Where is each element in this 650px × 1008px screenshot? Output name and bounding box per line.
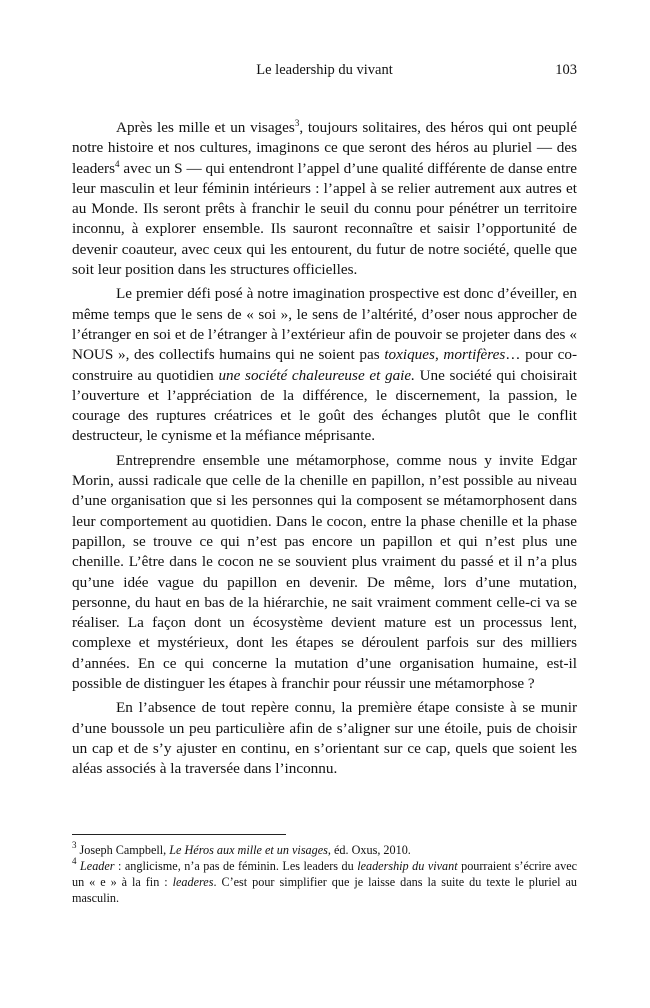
p2-text-c: … pour co-construire au quotidien (72, 346, 578, 384)
footnote-4-text-b: pourraient s’écrire avec un « e » à la fin : (72, 859, 578, 889)
footnote-3-text-a: Joseph Campbell, (76, 843, 170, 857)
footnote-ref-4[interactable]: 4 (115, 158, 120, 169)
footnote-4-text-a: : anglicisme, n’a pas de féminin. Les leaders du (114, 859, 358, 873)
running-header (72, 62, 577, 82)
p2-italic-mortiferes: mortifères (443, 346, 506, 364)
p1-text-b: , toujours solitaires, des héros qui ont peuplé notre histoire et nos cultures, imaginons ce que seront des héros au pluriel — des leaders (72, 119, 577, 177)
p2-italic-toxiques: toxiques (384, 346, 435, 364)
footnote-3-book-title: Le Héros aux mille et un visages, (169, 843, 331, 857)
footnote-4 (72, 858, 577, 906)
p2-italic-societe: une société chaleureuse et gaie. (218, 366, 415, 384)
footnote-4-text-c: . C’est pour simplifier que je laisse dans la suite du texte le pluriel au masculin. (72, 875, 578, 905)
footnote-4-leaderes: leaderes (172, 875, 214, 889)
footnote-ref-3[interactable]: 3 (294, 118, 300, 128)
footnote-3-text-b: éd. Oxus, 2010. (330, 843, 411, 857)
p2-text-a: Le premier défi posé à notre imagination prospective est donc d’éveiller, en même temps que le sens de « soi », le sens de l’altérité, d’oser nous approcher de l’étranger en soi et de l’étranger à l’extérieur afin de pouvoir se projeter dans des « NOUS », des collectifs humains qui ne soient pas (72, 285, 577, 364)
main-text (72, 118, 577, 784)
running-title: Le leadership du vivant (256, 62, 393, 78)
page-number: 103 (555, 62, 577, 78)
footnote-4-number: 4 (72, 856, 77, 866)
footnote-3-number: 3 (72, 840, 77, 850)
p1-text-a: Après les mille et un visages (116, 119, 295, 136)
paragraph-4: En l’absence de tout repère connu, la première étape consiste à se munir d’une boussole un peu particulière afin de s’aligner sur une étoile, puis de choisir un cap et de s’y ajuster en continu, en s’orientant sur ce cap, quels que soient les aléas associés à la traversée dans l’inconnu. (72, 699, 577, 778)
paragraph-2 (72, 284, 577, 446)
footnotes (72, 842, 577, 906)
p2-text-b: , (434, 346, 444, 364)
p2-text-d: Une société qui choisirait l’ouverture et l’appréciation de la différence, le discernement, la passion, le courage des ruptures créatrices et le goût des échanges plutôt que le conflit destructeur, le cynisme et la méfiance méprisante. (72, 366, 577, 445)
footnote-4-leader: Leader (80, 859, 115, 873)
footnote-3 (72, 842, 577, 858)
paragraph-1 (72, 118, 577, 280)
footnote-separator (72, 834, 286, 835)
p1-text-c: avec un S — qui entendront l’appel d’une qualité différente de danse entre leur masculin et leur féminin intérieurs : l’appel à se relier autrement aux autres et au Monde. Ils seront prêts à franchir le seuil du connu pour pénétrer un territoire inconnu, à explorer ensemble. Ils sauront reconnaître et saisir l’opportunité de devenir coauteur, avec ceux qui les entourent, du futur de notre société, quelle que soit leur position dans les structures officielles. (72, 159, 577, 279)
paragraph-3: Entreprendre ensemble une métamorphose, comme nous y invite Edgar Morin, aussi radicale que celle de la chenille en papillon, n’est possible au niveau d’une organisation que si les personnes qui la composent se métamorphosent dans leur comportement au quotidien. Dans le cocon, entre la phase chenille et la phase papillon, se trouve ce qui n’est pas encore un papillon et qui n’est plus une chenille. L’être dans le cocon ne se souvient plus vraiment du passé et il n’a plus qu’une idée vague du papillon en devenir. De même, lors d’une mutation, personne, du haut en bas de la hiérarchie, ne sait vraiment comment celle-ci va se réaliser. La façon dont un écosystème devient mature est un processus lent, complexe et mystérieux, dont les étapes se déroulent parfois sur des milliers d’années. En ce qui concerne la mutation d’une organisation humaine, est-il possible de distinguer les étapes à franchir pour réussir une métamorphose ? (72, 451, 577, 693)
footnote-4-leadership: leadership du vivant (357, 859, 458, 873)
